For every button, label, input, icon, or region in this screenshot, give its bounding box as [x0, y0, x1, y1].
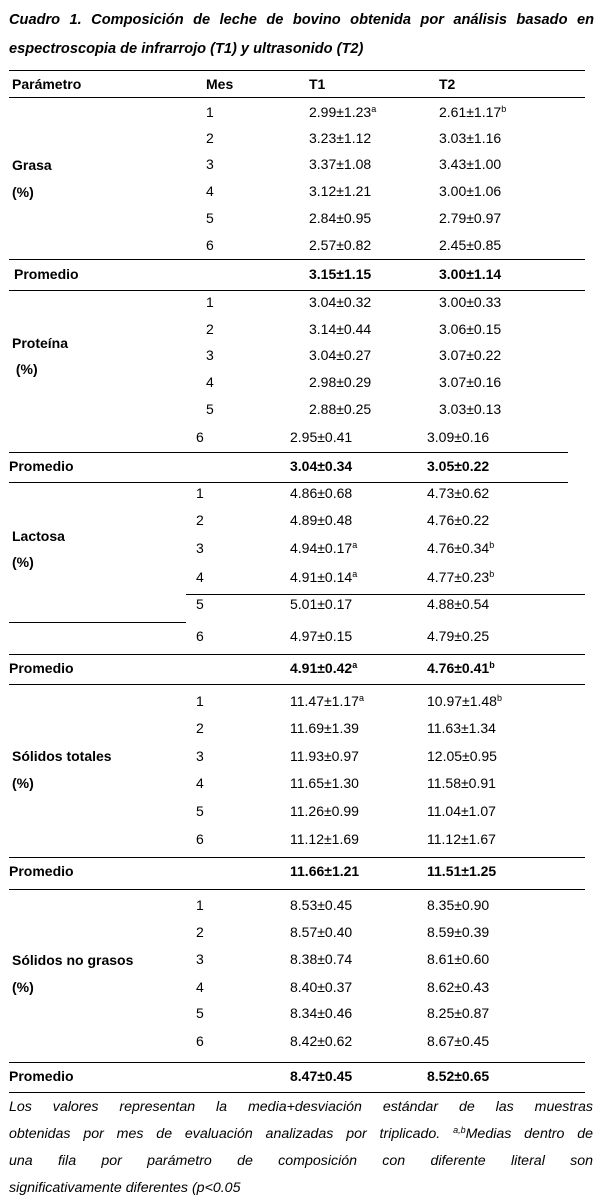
t1-cell [290, 951, 352, 967]
month-cell: 1 [196, 693, 204, 709]
t2-cell-value: 8.61±0.60 [427, 951, 490, 967]
average-t1-superscript: a [352, 660, 358, 670]
t2-cell-value: 3.43±1.00 [439, 156, 502, 172]
t1-cell [290, 1033, 352, 1049]
t1-cell [309, 347, 371, 363]
t1-cell-value: 3.37±1.08 [309, 156, 372, 172]
t2-cell [427, 628, 489, 644]
t2-cell [427, 1033, 489, 1049]
t1-cell-value: 11.26±0.99 [290, 803, 359, 819]
month-cell: 2 [206, 130, 214, 146]
t2-cell [427, 897, 489, 913]
t2-cell-value: 2.61±1.17 [439, 104, 502, 120]
t2-cell [439, 104, 506, 120]
average-label: Promedio [9, 458, 74, 474]
month-cell: 6 [196, 1033, 204, 1049]
t1-cell-value: 2.84±0.95 [309, 210, 372, 226]
table-rule [9, 97, 585, 98]
month-cell: 5 [196, 1005, 204, 1021]
t2-cell [427, 512, 489, 528]
t1-cell [309, 156, 371, 172]
t2-cell [427, 429, 489, 445]
month-cell: 2 [206, 321, 214, 337]
t2-cell [427, 485, 489, 501]
t2-cell [439, 237, 501, 253]
t1-cell [309, 294, 371, 310]
average-t1 [290, 458, 352, 474]
t1-cell [309, 237, 371, 253]
t1-cell [290, 512, 352, 528]
month-cell: 1 [206, 294, 214, 310]
table-rule [9, 857, 585, 858]
month-cell: 1 [196, 485, 204, 501]
month-cell: 4 [196, 775, 204, 791]
t1-cell-value: 2.95±0.41 [290, 429, 353, 445]
t1-cell [309, 401, 371, 417]
table-rule [9, 1092, 585, 1093]
t1-cell [290, 748, 359, 764]
t1-cell-value: 2.99±1.23 [309, 104, 372, 120]
month-cell: 2 [196, 512, 204, 528]
t1-cell-value: 4.94±0.17 [290, 540, 353, 556]
parameter-label: Lactosa [12, 528, 65, 544]
t2-cell-value: 4.73±0.62 [427, 485, 490, 501]
parameter-label: Sólidos totales [12, 748, 112, 764]
t1-cell [290, 720, 359, 736]
t1-cell-value: 11.65±1.30 [290, 775, 359, 791]
average-t2 [427, 1068, 489, 1084]
table-rule [9, 452, 568, 453]
month-cell: 3 [206, 347, 214, 363]
table-rule [186, 594, 585, 595]
t1-cell-superscript: a [358, 693, 364, 703]
t2-cell [439, 401, 501, 417]
t1-cell [290, 1005, 352, 1021]
month-cell: 5 [196, 596, 204, 612]
t2-cell-value: 4.76±0.22 [427, 512, 490, 528]
month-cell: 1 [206, 104, 214, 120]
title-line-2: espectroscopia de infrarrojo (T1) y ultrasonido (T2) [9, 41, 364, 57]
t2-cell-superscript: b [489, 540, 495, 550]
average-t2 [427, 863, 496, 879]
t2-cell-value: 3.07±0.22 [439, 347, 502, 363]
t1-cell-value: 4.89±0.48 [290, 512, 353, 528]
parameter-label: (%) [12, 775, 34, 791]
t1-cell-value: 11.12±1.69 [290, 831, 359, 847]
column-header-2: T1 [309, 76, 326, 92]
month-cell: 4 [196, 979, 204, 995]
t1-cell [290, 429, 352, 445]
t2-cell [439, 347, 501, 363]
t1-cell [290, 831, 359, 847]
t1-cell-superscript: a [352, 569, 358, 579]
column-header-1: Mes [206, 76, 234, 92]
table-rule [9, 290, 585, 291]
t1-cell-value: 2.98±0.29 [309, 374, 372, 390]
t2-cell-value: 11.04±1.07 [427, 803, 496, 819]
t1-cell-value: 3.04±0.32 [309, 294, 372, 310]
t1-cell-superscript: a [371, 104, 377, 114]
t1-cell-value: 8.38±0.74 [290, 951, 353, 967]
t2-cell-value: 10.97±1.48 [427, 693, 497, 709]
t1-cell [309, 321, 371, 337]
average-t2-value: 8.52±0.65 [427, 1068, 490, 1084]
table-rule [9, 684, 585, 685]
month-cell: 5 [196, 803, 204, 819]
parameter-label: (%) [12, 554, 34, 570]
parameter-label: Sólidos no grasos [12, 952, 134, 968]
t2-cell [427, 803, 496, 819]
column-header-0: Parámetro [12, 76, 82, 92]
month-cell: 3 [196, 951, 204, 967]
t1-cell-value: 3.12±1.21 [309, 183, 372, 199]
t2-cell-value: 4.79±0.25 [427, 628, 490, 644]
month-cell: 4 [196, 569, 204, 585]
t1-cell [309, 130, 371, 146]
t2-cell-value: 3.03±1.16 [439, 130, 502, 146]
average-t2 [427, 660, 495, 676]
average-label: Promedio [9, 863, 74, 879]
average-t1-value: 4.91±0.42 [290, 660, 353, 676]
t2-cell [427, 569, 494, 585]
average-label: Promedio [9, 660, 74, 676]
table-rule [9, 622, 186, 623]
t1-cell [309, 374, 371, 390]
month-cell: 3 [196, 540, 204, 556]
title-line-1: Cuadro 1. Composición de leche de bovino obtenida por análisis basado en [9, 12, 594, 28]
t1-cell [290, 693, 364, 709]
parameter-label: (%) [12, 361, 38, 377]
t2-cell-value: 4.77±0.23 [427, 569, 490, 585]
t1-cell [290, 569, 357, 585]
t1-cell-value: 11.69±1.39 [290, 720, 359, 736]
t1-cell-value: 5.01±0.17 [290, 596, 353, 612]
t2-cell-value: 3.00±0.33 [439, 294, 502, 310]
t1-cell [290, 775, 359, 791]
t2-cell [427, 924, 489, 940]
table-rule [9, 70, 585, 71]
table-rule [9, 1062, 585, 1063]
t2-cell-value: 3.06±0.15 [439, 321, 502, 337]
average-t1-value: 11.66±1.21 [290, 863, 360, 879]
t1-cell [290, 485, 352, 501]
t2-cell-value: 8.62±0.43 [427, 979, 490, 995]
t2-cell-value: 3.00±1.06 [439, 183, 502, 199]
table-rule [9, 889, 585, 890]
t2-cell [439, 183, 501, 199]
average-t2-superscript: b [489, 660, 495, 670]
t1-cell [290, 979, 352, 995]
t1-cell-value: 3.14±0.44 [309, 321, 372, 337]
t2-cell-superscript: b [501, 104, 507, 114]
average-t1-value: 3.04±0.34 [290, 458, 353, 474]
average-t2-value: 3.05±0.22 [427, 458, 490, 474]
t1-cell [309, 104, 376, 120]
t2-cell-value: 11.12±1.67 [427, 831, 496, 847]
footnote-line-2 [9, 1121, 593, 1148]
t1-cell-value: 8.40±0.37 [290, 979, 353, 995]
month-cell: 2 [196, 924, 204, 940]
t2-cell [427, 720, 496, 736]
average-t1-value: 3.15±1.15 [309, 266, 372, 282]
t2-cell-value: 3.07±0.16 [439, 374, 502, 390]
t2-cell-value: 3.03±0.13 [439, 401, 502, 417]
table-rule [9, 654, 585, 655]
footnote-line-2a: obtenidas por mes de evaluación analizadas por triplicado. [9, 1126, 441, 1142]
t2-cell [427, 1005, 489, 1021]
t2-cell-value: 11.63±1.34 [427, 720, 496, 736]
t1-cell-value: 8.53±0.45 [290, 897, 353, 913]
month-cell: 6 [196, 429, 204, 445]
t2-cell [439, 294, 501, 310]
t1-cell-value: 4.86±0.68 [290, 485, 353, 501]
month-cell: 6 [206, 237, 214, 253]
t2-cell-value: 8.67±0.45 [427, 1033, 490, 1049]
month-cell: 6 [196, 628, 204, 644]
t2-cell-value: 4.88±0.54 [427, 596, 490, 612]
month-cell: 4 [206, 183, 214, 199]
parameter-label: (%) [12, 979, 34, 995]
t2-cell-superscript: b [496, 693, 502, 703]
t2-cell [439, 156, 501, 172]
t1-cell-value: 2.57±0.82 [309, 237, 372, 253]
t2-cell-value: 8.25±0.87 [427, 1005, 490, 1021]
month-cell: 3 [196, 748, 204, 764]
t1-cell-value: 4.97±0.15 [290, 628, 353, 644]
t2-cell [439, 374, 501, 390]
t2-cell [427, 693, 502, 709]
t2-cell [427, 748, 497, 764]
table-rule [9, 259, 585, 260]
t1-cell [309, 183, 371, 199]
month-cell: 3 [206, 156, 214, 172]
t1-cell-value: 3.23±1.12 [309, 130, 372, 146]
t1-cell-value: 3.04±0.27 [309, 347, 372, 363]
t2-cell-superscript: b [489, 569, 495, 579]
t1-cell [290, 803, 359, 819]
t2-cell-value: 12.05±0.95 [427, 748, 497, 764]
t2-cell [427, 775, 496, 791]
t1-cell-superscript: a [352, 540, 358, 550]
t2-cell [427, 831, 496, 847]
t2-cell-value: 4.76±0.34 [427, 540, 490, 556]
t1-cell [290, 897, 352, 913]
month-cell: 6 [196, 831, 204, 847]
average-t2 [439, 266, 501, 282]
footnote-line-2b: Medias dentro de [465, 1126, 593, 1142]
footnote-line-1: Los valores representan la media+desviación estándar de las muestras [9, 1099, 593, 1115]
t2-cell-value: 11.58±0.91 [427, 775, 496, 791]
t1-cell-value: 8.34±0.46 [290, 1005, 353, 1021]
footnote-superscript: a,b [453, 1125, 466, 1135]
footnote [9, 1094, 593, 1202]
t1-cell [290, 596, 352, 612]
month-cell: 1 [196, 897, 204, 913]
t1-cell-value: 11.47±1.17 [290, 693, 359, 709]
t2-cell [439, 130, 501, 146]
parameter-label: Proteína [12, 335, 69, 351]
month-cell: 4 [206, 374, 214, 390]
t2-cell-value: 8.35±0.90 [427, 897, 490, 913]
average-t2-value: 3.00±1.14 [439, 266, 502, 282]
t1-cell-value: 2.88±0.25 [309, 401, 372, 417]
t1-cell [309, 210, 371, 226]
month-cell: 5 [206, 401, 214, 417]
t2-cell-value: 3.09±0.16 [427, 429, 490, 445]
t2-cell-value: 8.59±0.39 [427, 924, 490, 940]
parameter-label: (%) [12, 184, 34, 200]
average-t2-value: 11.51±1.25 [427, 863, 497, 879]
t2-cell [427, 540, 494, 556]
t1-cell-value: 11.93±0.97 [290, 748, 359, 764]
average-t2-value: 4.76±0.41 [427, 660, 490, 676]
average-label: Promedio [14, 266, 79, 282]
month-cell: 2 [196, 720, 204, 736]
column-header-3: T2 [439, 76, 456, 92]
t1-cell-value: 8.57±0.40 [290, 924, 353, 940]
t2-cell [427, 951, 489, 967]
t2-cell [427, 596, 489, 612]
t2-cell [439, 210, 501, 226]
average-label: Promedio [9, 1068, 74, 1084]
t2-cell-value: 2.79±0.97 [439, 210, 502, 226]
t1-cell [290, 924, 352, 940]
t1-cell-value: 8.42±0.62 [290, 1033, 353, 1049]
average-t2 [427, 458, 489, 474]
average-t1 [290, 863, 359, 879]
month-cell: 5 [206, 210, 214, 226]
parameter-label: Grasa [12, 157, 52, 173]
t1-cell [290, 540, 357, 556]
t1-cell-value: 4.91±0.14 [290, 569, 353, 585]
t2-cell-value: 2.45±0.85 [439, 237, 502, 253]
table-rule [9, 482, 568, 483]
t1-cell [290, 628, 352, 644]
t2-cell [439, 321, 501, 337]
footnote-line-3: una fila por parámetro de composición con diferente literal son [9, 1153, 593, 1169]
t2-cell [427, 979, 489, 995]
footnote-line-4: significativamente diferentes (p<0.05 [9, 1180, 241, 1196]
average-t1 [290, 660, 357, 676]
average-t1 [309, 266, 371, 282]
average-t1 [290, 1068, 352, 1084]
average-t1-value: 8.47±0.45 [290, 1068, 353, 1084]
